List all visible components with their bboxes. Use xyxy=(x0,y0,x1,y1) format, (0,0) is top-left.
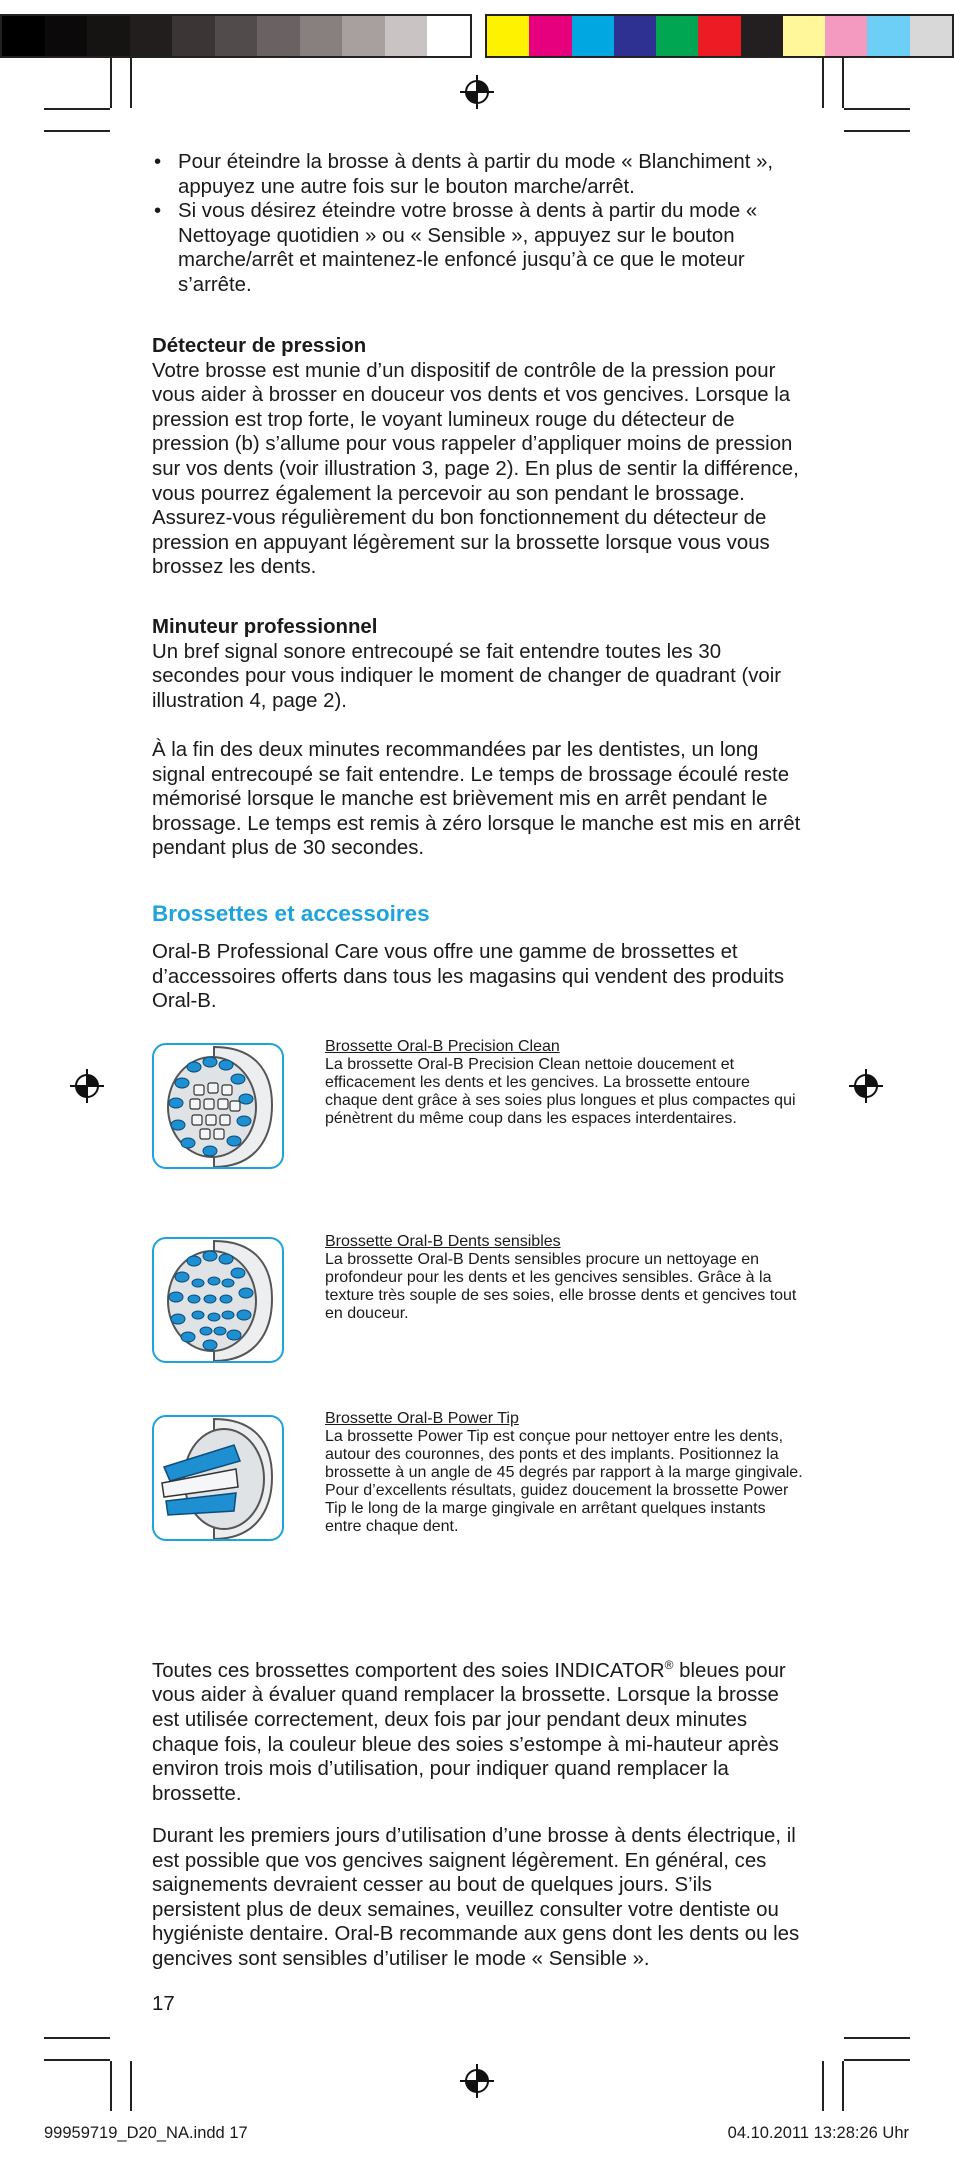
brush-title: Brossette Oral-B Dents sensibles xyxy=(325,1233,561,1250)
color-swatch xyxy=(656,16,698,56)
power-tip-brush-image xyxy=(152,1415,284,1541)
brush-description xyxy=(325,1410,805,1536)
paragraph: La brossette Power Tip est conçue pour nettoyer entre les dents, autour des couronnes, des ponts et des implants. Positionnez la brossette à un angle de 45 degrés par rapport à la marge gingivale. Pour d’excellents résultats, guidez doucement la brossette Power Tip le long de la marge gingivale en arrêtant quelques instants entre chaque dent. xyxy=(325,1428,803,1535)
process-color-bar xyxy=(485,14,954,58)
paragraph: Votre brosse est munie d’un dispositif de contrôle de la pression pour vous aider à brosser en douceur vos dents et vos gencives. Lorsque la pression est trop forte, le voyant lumineux rouge du détecteur de pression (b) s’allume pour vous rappeler d’appliquer moins de pression sur vos dents (voir illustration 3, page 2). En plus de sentir la différence, vous pourrez également la percevoir au son pendant le brossage. Assurez-vous régulièrement du bon fonctionnement du détecteur de pression en appuyant légèrement sur la brossette lorsque vous vous brossez les dents. xyxy=(152,359,799,579)
color-swatch xyxy=(698,16,740,56)
brush-item-power-tip xyxy=(152,1410,802,1635)
color-swatch xyxy=(572,16,614,56)
color-swatch xyxy=(487,16,529,56)
accessories-intro xyxy=(152,940,802,1014)
grayscale-color-bar xyxy=(0,14,472,58)
brush-title: Brossette Oral-B Power Tip xyxy=(325,1410,519,1427)
off-instructions xyxy=(152,150,802,298)
gray-swatch xyxy=(300,16,343,56)
gray-swatch xyxy=(172,16,215,56)
gray-swatch xyxy=(427,16,470,56)
gray-swatch xyxy=(130,16,173,56)
section-title: Brossettes et accessoires xyxy=(152,901,430,926)
paragraph: Durant les premiers jours d’utilisation d’une brosse à dents électrique, il est possible que vos gencives saignent légèrement. En général, ces saignements devraient cesser au bout de quelques jours. S’ils persistent plus de deux semaines, veuillez consulter votre dentiste ou hygiéniste dentaire. Oral-B recommande aux gens dont les dents ou les gencives sont sensibles d’utiliser le mode « Sensible ». xyxy=(152,1825,800,1970)
footer-filename: 99959719_D20_NA.indd 17 xyxy=(44,2124,248,2142)
gray-swatch xyxy=(215,16,258,56)
gray-swatch xyxy=(385,16,428,56)
brush-description xyxy=(325,1038,805,1128)
section-heading: Minuteur professionnel xyxy=(152,616,378,638)
color-swatch xyxy=(825,16,867,56)
pressure-section xyxy=(152,334,802,580)
accessories-section xyxy=(152,900,802,928)
color-swatch xyxy=(529,16,571,56)
gray-swatch xyxy=(45,16,88,56)
brush-item-precision-clean xyxy=(152,1038,802,1213)
section-heading: Détecteur de pression xyxy=(152,335,367,357)
paragraph: La brossette Oral-B Dents sensibles procure un nettoyage en profondeur pour les dents et les gencives sensibles. Grâce à la texture très souple de ses soies, elle brosse dents et gencives tout en douceur. xyxy=(325,1251,797,1322)
gray-swatch xyxy=(87,16,130,56)
paragraph: La brossette Oral-B Precision Clean nettoie doucement et efficacement les dents et les gencives. La brossette entoure chaque dent grâce à ses soies plus longues et plus compactes qui pénètrent du même coup dans les espaces interdentaires. xyxy=(325,1056,796,1127)
paragraph: Oral-B Professional Care vous offre une gamme de brossettes et d’accessoires offerts dans tous les magasins qui vendent des produits Oral-B. xyxy=(152,941,785,1013)
color-swatch xyxy=(614,16,656,56)
bullet-list xyxy=(152,150,802,298)
brush-title: Brossette Oral-B Precision Clean xyxy=(325,1038,560,1055)
precision-clean-brush-image xyxy=(152,1043,284,1169)
footer-timestamp: 04.10.2011 13:28:26 Uhr xyxy=(727,2124,909,2142)
color-swatch xyxy=(910,16,952,56)
brush-description xyxy=(325,1233,805,1323)
registration-mark-icon xyxy=(460,75,494,109)
indicator-paragraph xyxy=(152,1653,802,1806)
timer-section xyxy=(152,615,802,713)
gray-swatch xyxy=(342,16,385,56)
bleeding-paragraph xyxy=(152,1824,802,1972)
color-swatch xyxy=(741,16,783,56)
registration-mark-icon xyxy=(70,1069,104,1103)
page-number: 17 xyxy=(152,1993,175,2015)
sensitive-brush-image xyxy=(152,1237,284,1363)
paragraph: Toutes ces brossettes comportent des soies INDICATOR® bleues pour vous aider à évaluer quand remplacer la brossette. Lorsque la brosse est utilisée correctement, deux fois par jour pendant deux minutes chaque fois, la couleur bleue des soies s’estompe à mi-hauteur après environ trois mois d’utilisation, pour indiquer quand remplacer la brossette. xyxy=(152,1658,786,1805)
color-swatch xyxy=(783,16,825,56)
timer-paragraph-2 xyxy=(152,738,802,861)
paragraph: À la fin des deux minutes recommandées par les dentistes, un long signal entrecoupé se fait entendre. Le temps de brossage écoulé reste mémorisé lorsque le manche est brièvement mis en arrêt pendant le brossage. Le temps est remis à zéro lorsque le manche est mis en arrêt pendant plus de 30 secondes. xyxy=(152,739,801,860)
paragraph: Un bref signal sonore entrecoupé se fait entendre toutes les 30 secondes pour vous indiquer le moment de changer de quadrant (voir illustration 4, page 2). xyxy=(152,640,782,712)
gray-swatch xyxy=(2,16,45,56)
brush-item-sensitive xyxy=(152,1233,802,1383)
color-swatch xyxy=(867,16,909,56)
registration-mark-icon xyxy=(849,1069,883,1103)
list-item: • Pour éteindre la brosse à dents à partir du mode « Blanchiment », appuyez une autre fois sur le bouton marche/arrêt. xyxy=(152,150,802,199)
list-item: • Si vous désirez éteindre votre brosse à dents à partir du mode « Nettoyage quotidien » ou « Sensible », appuyez sur le bouton marche/arrêt et maintenez-le enfoncé jusqu’à ce que le moteur s’arrête. xyxy=(152,199,802,297)
registration-mark-icon xyxy=(460,2064,494,2098)
gray-swatch xyxy=(257,16,300,56)
